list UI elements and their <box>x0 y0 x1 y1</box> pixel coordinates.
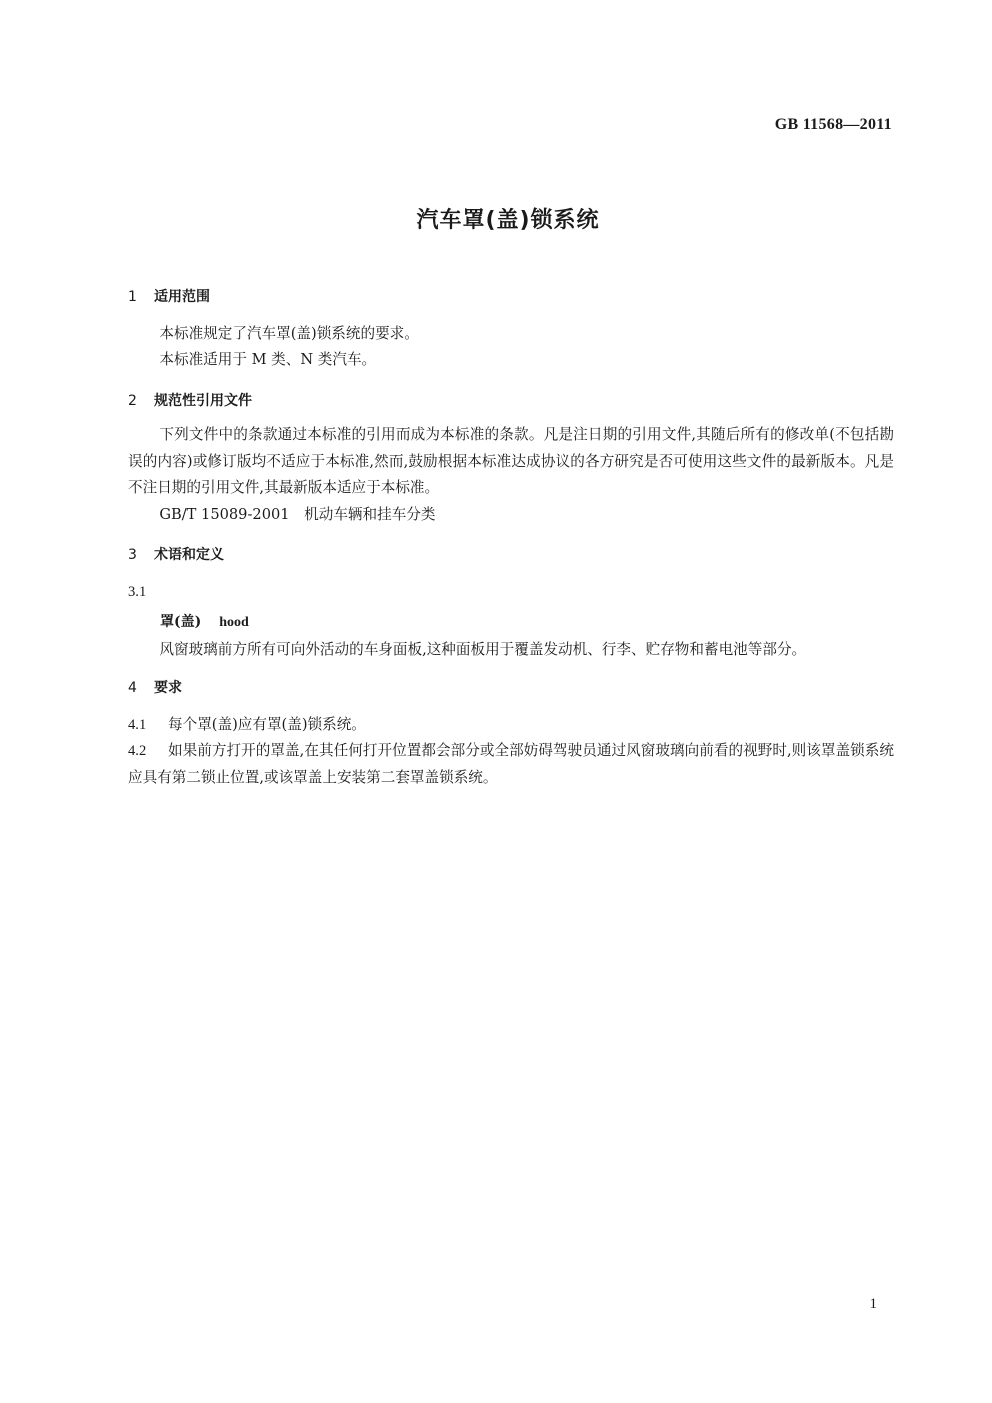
section-1-heading <box>128 284 894 311</box>
section-title: 术语和定义 <box>154 547 224 563</box>
clause-4-1 <box>128 712 894 739</box>
paragraph: 本标准规定了汽车罩(盖)锁系统的要求。 <box>159 324 419 342</box>
section-3-heading <box>128 542 894 569</box>
document-body <box>128 280 894 791</box>
document-title: 汽车罩(盖)锁系统 <box>416 208 600 233</box>
section-title: 适用范围 <box>154 289 210 305</box>
section-4-heading <box>128 675 894 702</box>
section-number: 3 <box>128 547 137 563</box>
term-definition: 风窗玻璃前方所有可向外活动的车身面板,这种面板用于覆盖发动机、行李、贮存物和蓄电池等部分。 <box>159 640 807 658</box>
clause-number: 4.2 <box>128 743 147 759</box>
subsection-number: 3.1 <box>128 583 147 600</box>
section-number: 1 <box>128 289 137 305</box>
section-title: 要求 <box>154 680 182 696</box>
clause-text: 如果前方打开的罩盖,在其任何打开位置都会部分或全部妨碍驾驶员通过风窗玻璃向前看的视野时,则该罩盖锁系统应具有第二锁止位置,或该罩盖上安装第二套罩盖锁系统。 <box>128 742 894 786</box>
clause-text: 每个罩(盖)应有罩(盖)锁系统。 <box>168 715 366 733</box>
term-entry <box>128 609 894 637</box>
reference-entry: GB/T 15089-2001 机动车辆和挂车分类 <box>159 505 436 523</box>
paragraph: 下列文件中的条款通过本标准的引用而成为本标准的条款。凡是注日期的引用文件,其随后所有的修改单(不包括勘误的内容)或修订版均不适应于本标准,然而,鼓励根据本标准达成协议的各方研究是否可使用这些文件的最新版本。凡是不注日期的引用文件,其最新版本适应于本标准。 <box>128 426 894 496</box>
term-english: hood <box>219 615 249 630</box>
standard-code: GB 11568—2011 <box>774 116 892 133</box>
section-number: 2 <box>128 392 137 409</box>
page-number: 1 <box>869 1296 877 1312</box>
section-number: 4 <box>128 680 137 696</box>
section-title: 规范性引用文件 <box>154 392 252 409</box>
paragraph: 本标准适用于 M 类、N 类汽车。 <box>159 351 377 368</box>
section-2-heading <box>128 388 894 415</box>
clause-4-2 <box>128 738 894 791</box>
clause-number: 4.1 <box>128 716 147 733</box>
term-chinese: 罩(盖) <box>160 614 202 630</box>
